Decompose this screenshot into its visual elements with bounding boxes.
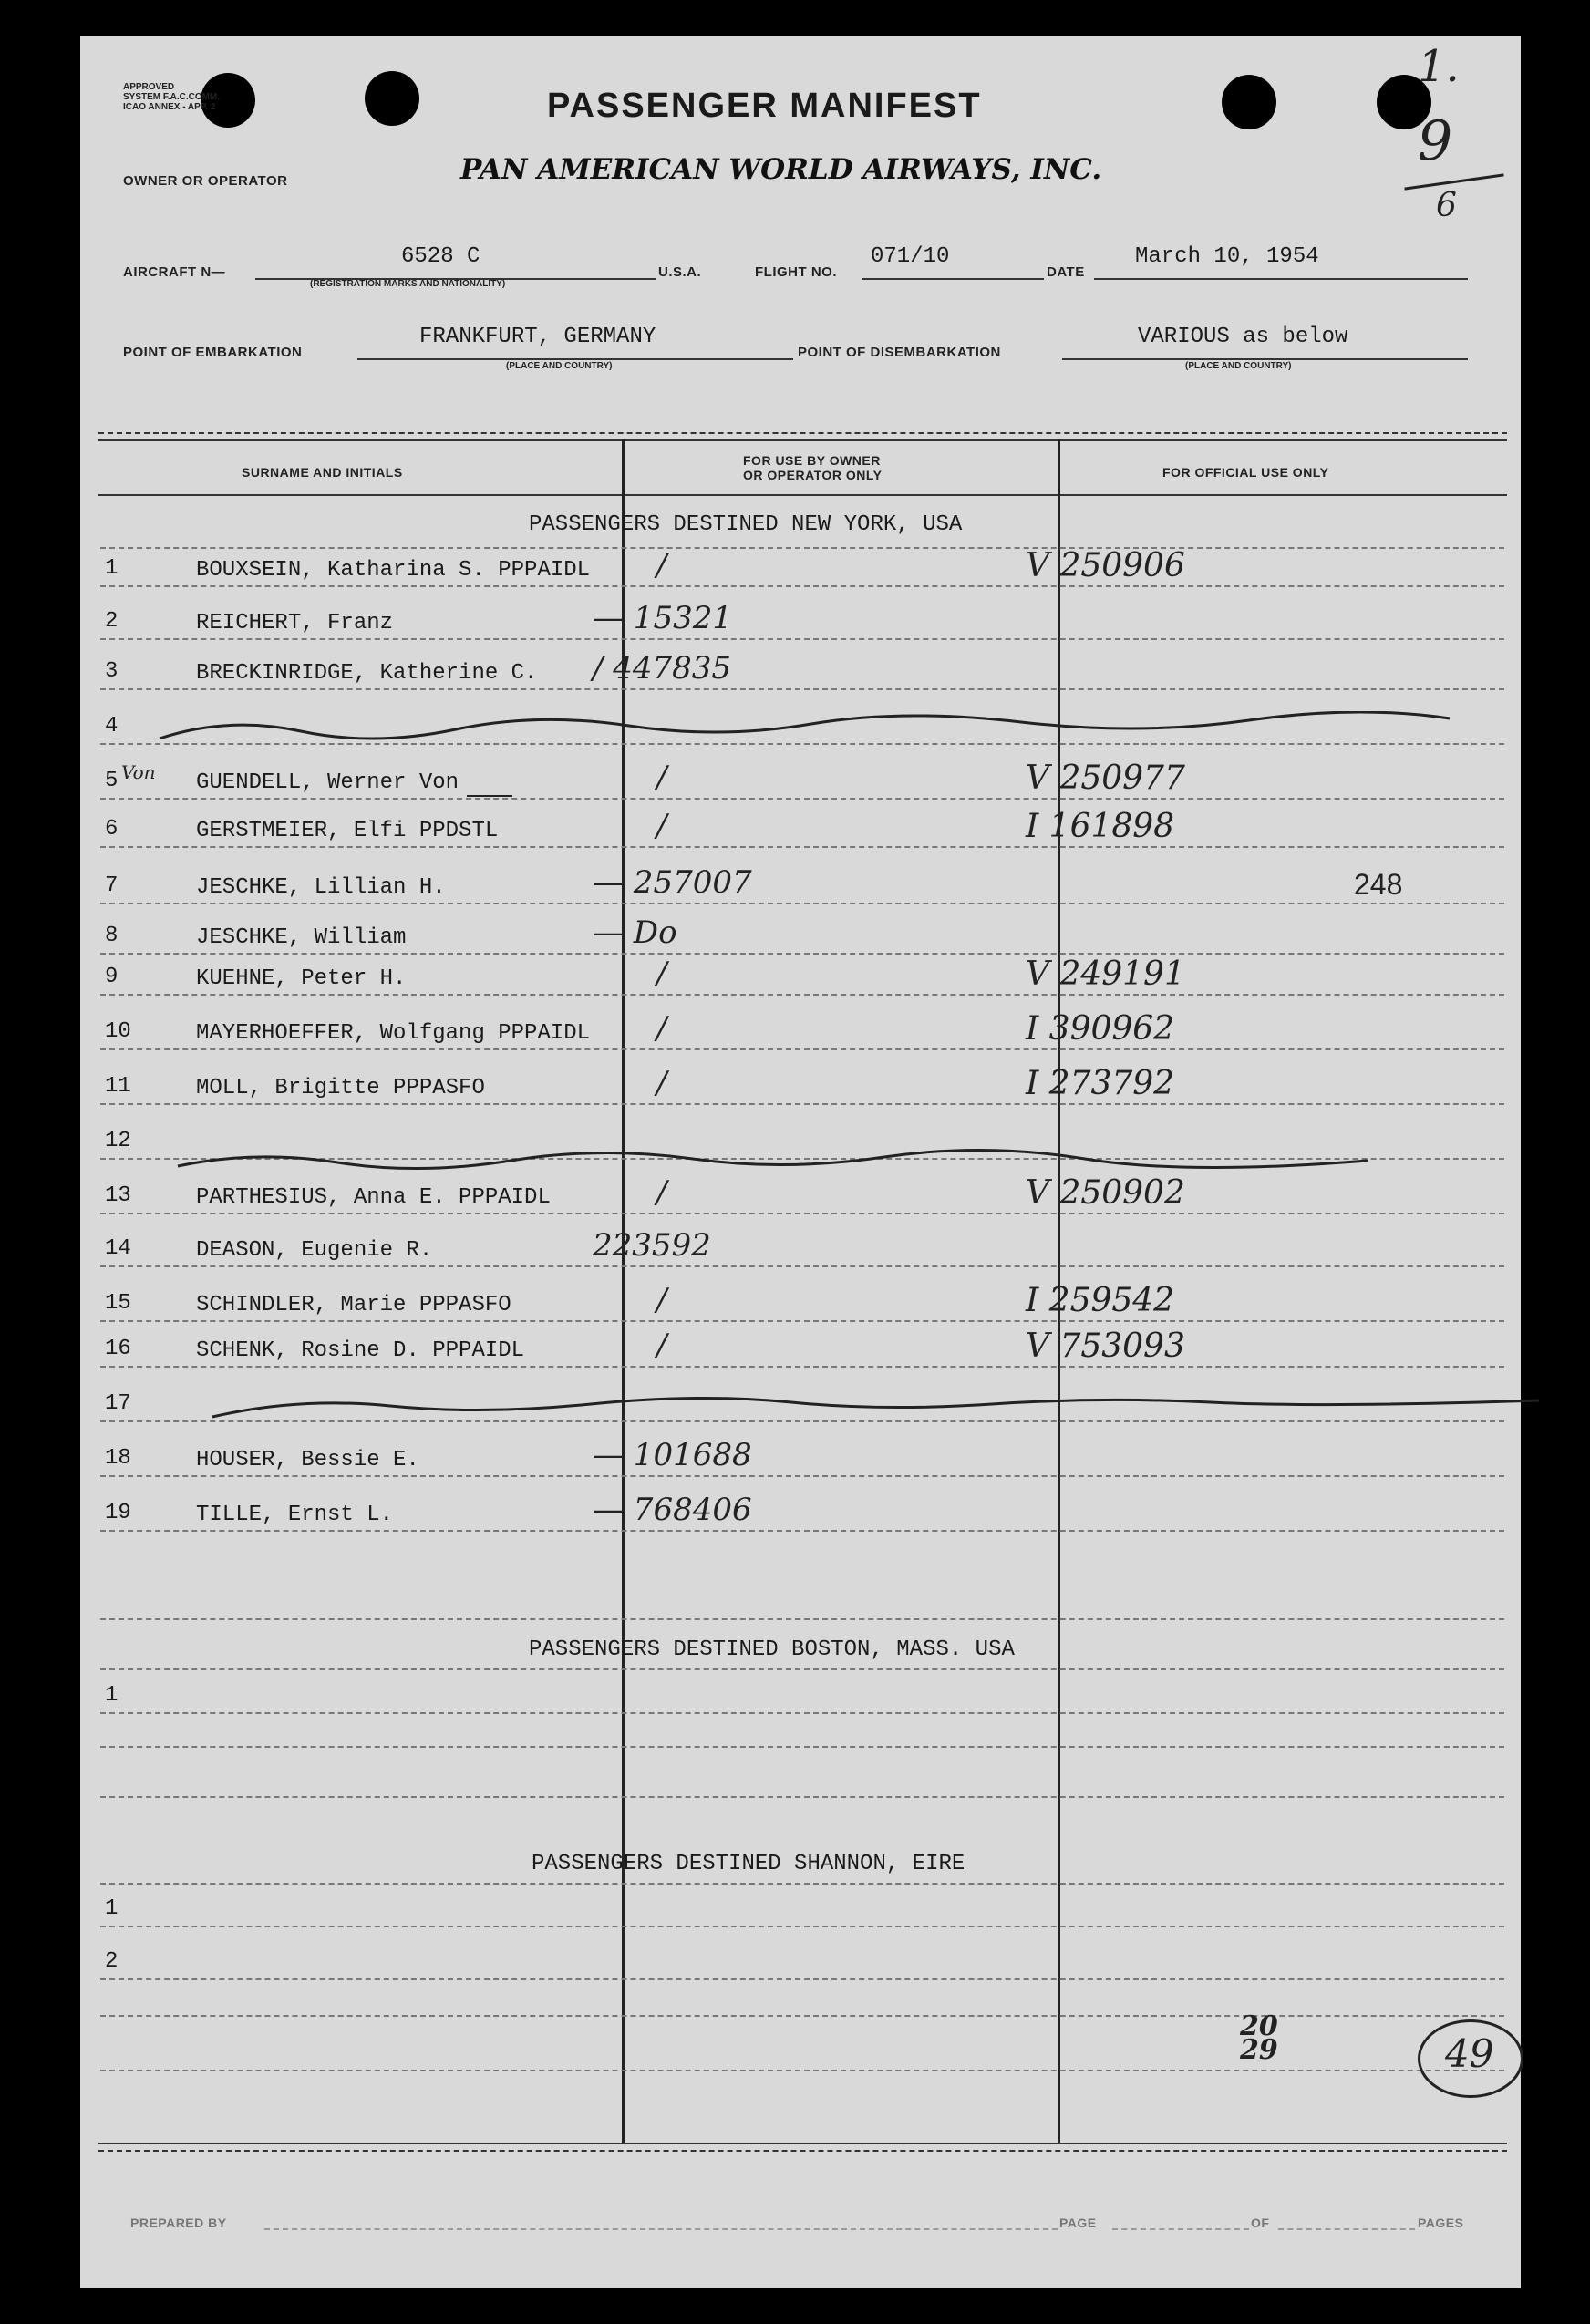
owner-mark: 223592 [593,1227,711,1264]
row-number: 5 [105,769,119,793]
airline-name: PAN AMERICAN WORLD AIRWAYS, INC. [460,153,1102,186]
disembark-label: POINT OF DISEMBARKATION [798,345,1001,360]
section-heading-boston: PASSENGERS DESTINED BOSTON, MASS. USA [529,1637,1015,1662]
table-row-line [100,903,1504,904]
row-number: 15 [105,1291,131,1316]
owner-label: OWNER OR OPERATOR [123,173,288,189]
row-number: 11 [105,1074,131,1099]
embark-note: (PLACE AND COUNTRY) [506,361,613,371]
passenger-name: PARTHESIUS, Anna E. PPPAIDL [196,1185,551,1210]
official-mark: V 250906 [1026,547,1185,584]
table-row-line [100,688,1504,690]
owner-mark: — 768406 [593,1492,752,1528]
official-mark: 248 [1354,868,1403,901]
corner-mark-top: 1. [1418,41,1460,92]
table-row-line [100,1668,1504,1670]
table-row-line [100,798,1504,800]
passenger-name: GUENDELL, Werner Von [196,770,459,795]
row-number: 1 [105,556,119,581]
passenger-name: BRECKINRIDGE, Katherine C. [196,661,538,686]
row-number: 16 [105,1337,131,1361]
row-number: 10 [105,1019,131,1044]
table-row-line [100,1978,1504,1980]
embark-underline [357,358,793,360]
passenger-name: MOLL, Brigitte PPPASFO [196,1076,485,1100]
punch-hole-right-1 [1222,75,1276,129]
tally-mark [1240,2010,1278,2066]
table-row-line [100,1796,1504,1798]
owner-mark: — 15321 [593,600,732,636]
table-row-line [100,547,1504,549]
page-title: PASSENGER MANIFEST [547,87,982,125]
row-number: 6 [105,817,119,842]
row-number: 4 [105,714,119,739]
table-row-line [100,585,1504,587]
owner-mark: / [656,955,667,992]
row-17-strike [208,1393,1548,1430]
punch-hole-left-2 [365,71,419,126]
table-row-line [100,846,1504,848]
system-text: SYSTEM F.A.C.COMM. [123,92,221,102]
row-number: 1 [105,1683,119,1708]
owner-mark: / [656,1282,667,1318]
table-row-line [100,1320,1504,1322]
disembark-underline [1062,358,1468,360]
owner-mark: / [656,1327,667,1364]
of-label: OF [1251,2216,1270,2230]
table-row-line [100,1926,1504,1927]
passenger-name: JESCHKE, Lillian H. [196,875,446,900]
page-underline [1112,2228,1249,2230]
passenger-name: SCHENK, Rosine D. PPPAIDL [196,1338,525,1363]
column-header-official: FOR OFFICIAL USE ONLY [1162,465,1329,480]
official-mark: V 249191 [1026,955,1185,993]
flight-value: 071/10 [871,244,950,269]
table-row-line [100,1366,1504,1368]
passenger-name: MAYERHOEFFER, Wolfgang PPPAIDL [196,1021,591,1046]
table-row-line [100,1530,1504,1532]
row-number: 8 [105,924,119,948]
passenger-name: HOUSER, Bessie E. [196,1448,419,1472]
table-row-line [100,1618,1504,1620]
table-header-rule [98,494,1507,496]
page-label: PAGE [1059,2216,1097,2230]
official-mark: I 161898 [1026,808,1175,845]
row-4-strike [155,711,1459,748]
owner-mark: / [656,1010,667,1047]
tally-bottom: 29 [1240,2034,1278,2066]
embark-value: FRANKFURT, GERMANY [419,325,656,349]
table-row-line [100,2015,1504,2017]
passenger-name: DEASON, Eugenie R. [196,1238,433,1263]
row-number: 18 [105,1446,131,1471]
flight-label: FLIGHT NO. [755,264,837,280]
table-row-line [100,1213,1504,1214]
table-row-line [100,1265,1504,1267]
usa-label: U.S.A. [658,264,702,280]
column-header-owner-1: FOR USE BY OWNER [743,453,881,468]
official-mark: I 273792 [1026,1065,1175,1102]
row-12-strike [173,1144,1377,1181]
passenger-name: JESCHKE, William [196,925,407,950]
official-mark: V 753093 [1026,1327,1185,1365]
date-label: DATE [1047,264,1085,280]
table-row-line [100,2070,1504,2071]
von-strike [467,795,512,797]
row-number: 9 [105,965,119,989]
column-header-surname: SURNAME AND INITIALS [242,465,403,480]
corner-mark-mid: 9 [1418,109,1453,173]
approved-text: APPROVED [123,82,175,92]
aircraft-value: 6528 C [401,244,480,269]
embark-label: POINT OF EMBARKATION [123,345,303,360]
table-row-line [100,1712,1504,1714]
official-mark: I 390962 [1026,1010,1175,1048]
table-row-line [100,1048,1504,1050]
table-row-line [100,638,1504,640]
of-underline [1278,2228,1415,2230]
aircraft-note: (REGISTRATION MARKS AND NATIONALITY) [310,279,506,289]
passenger-name: TILLE, Ernst L. [196,1503,394,1527]
pages-label: PAGES [1418,2216,1464,2230]
owner-mark: — Do [593,914,677,951]
passenger-name: SCHINDLER, Marie PPPASFO [196,1293,511,1317]
aircraft-label: AIRCRAFT N— [123,264,226,280]
row-number: 13 [105,1183,131,1208]
circled-number: 49 [1445,2031,1494,2076]
official-mark: V 250977 [1026,759,1185,797]
icao-text: ICAO ANNEX - APP. 2 [123,102,216,112]
section-heading-shannon: PASSENGERS DESTINED SHANNON, EIRE [532,1852,965,1876]
row-5-margin-note: Von [121,761,156,783]
official-mark: I 259542 [1026,1282,1175,1319]
owner-mark: — 257007 [593,864,752,901]
owner-mark: / [656,1174,667,1211]
table-top-rule-1 [98,432,1507,434]
passenger-name: GERSTMEIER, Elfi PPDSTL [196,819,499,843]
prepared-underline [264,2228,1058,2230]
table-row-line [100,1746,1504,1748]
prepared-label: PREPARED BY [130,2216,227,2230]
row-number: 12 [105,1129,131,1153]
row-number: 14 [105,1236,131,1261]
owner-mark: / 447835 [593,650,732,687]
table-bottom-rule-2 [98,2150,1507,2152]
approval-stamp [123,82,220,112]
table-row-line [100,1103,1504,1105]
row-number: 19 [105,1501,131,1525]
disembark-note: (PLACE AND COUNTRY) [1185,361,1292,371]
table-top-rule-2 [98,439,1507,441]
official-mark: V 250902 [1026,1174,1185,1212]
passenger-name: KUEHNE, Peter H. [196,966,407,991]
tally-top: 20 [1240,2010,1278,2042]
row-number: 2 [105,609,119,634]
owner-mark: / [656,547,667,584]
column-header-owner-2: OR OPERATOR ONLY [743,468,883,482]
owner-mark: / [656,808,667,844]
column-divider-1 [622,439,625,2144]
flight-underline [862,278,1044,280]
row-number: 7 [105,873,119,898]
owner-mark: / [656,1065,667,1101]
passenger-name: REICHERT, Franz [196,611,394,635]
table-row-line [100,994,1504,996]
date-underline [1094,278,1468,280]
table-row-line [100,953,1504,955]
row-number: 17 [105,1391,131,1416]
disembark-value: VARIOUS as below [1138,325,1348,349]
passenger-name: BOUXSEIN, Katharina S. PPPAIDL [196,558,591,583]
table-bottom-rule-1 [98,2143,1507,2144]
table-row-line [100,1475,1504,1477]
section-heading-new-york: PASSENGERS DESTINED NEW YORK, USA [529,512,963,537]
date-value: March 10, 1954 [1135,244,1319,269]
corner-mark-bottom: 6 [1436,187,1457,224]
row-number: 3 [105,659,119,684]
row-number: 2 [105,1949,119,1974]
table-row-line [100,1883,1504,1885]
owner-mark: / [656,759,667,796]
owner-mark: — 101688 [593,1437,752,1473]
row-number: 1 [105,1896,119,1921]
